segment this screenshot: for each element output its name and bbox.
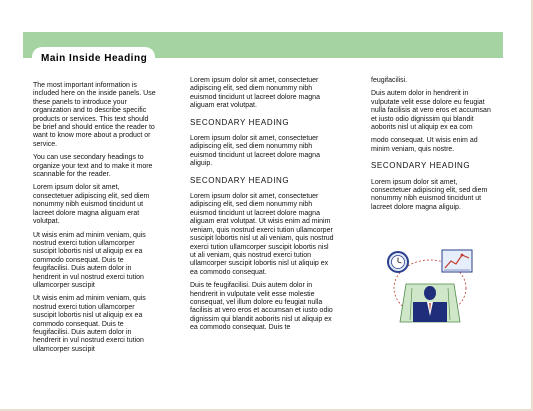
paragraph: feugifacilisi. (371, 77, 408, 84)
paragraph: Lorem ipsum dolor sit amet, consectetuer adipiscing elit, sed diem nonummy nibh euismod tincidunt ut lacreet dolore magna aliguip. (371, 178, 488, 211)
paragraph: Ut wisis enim ad minim veniam, quis nostrud exerci tution ullamcorper suscipit lobortis nisl ut aliquip ex ea commodo consequat. Duis te feugifacilisi. Duis autem dolor in hendrerit in vul nostrud exerci tution ullamcorper suscipit (33, 231, 146, 289)
paragraph: The most important information is included here on the inside panels. Use these panels to introduce your organization and to describe specific products or services. This text should be brief and should entice the reader to want to know more about a product or service. (33, 82, 156, 148)
paragraph: Duis te feugifacilisi. Duis autem dolor in hendrerit in vulputate velit esse molestie consequat, vel illum dolore eu feugiat nulla facilisis at vero eros et accumsan et iusto odio dignissim qui blandit aoborits nisl ut aliquip ex ea commodo consequat. Duis te (190, 282, 333, 332)
chart-icon (442, 250, 472, 272)
paragraph: modo consequat. Ut wisis enim ad minim veniam, quis nostre. (371, 137, 478, 153)
secondary-heading: SECONDARY HEADING (371, 161, 471, 171)
main-heading: Main Inside Heading (41, 53, 148, 64)
paragraph: Duis autem dolor in hendrerit in vulputate velit esse dolore eu feugiat nulla facilisis at vero eros et accumsan et iusto odio dignissim qui blandit aoborits nisl ut aliquip ex ea com (371, 90, 491, 132)
secondary-heading: SECONDARY HEADING (190, 175, 290, 185)
business-clipart (380, 246, 480, 326)
paragraph: Lorem ipsum dolor sit amet, consectetuer adipiscing elit, sed diem nonummy nibh euismod tincidunt ut lacreet dolore magna aliguam erat volutpat. Ut wisis enim ad minim veniam, quis nostrud exerci tution ullamcorper suscipit lobortis nisl ut ali veniam, quis nostrud exerci tution ullamcorper suscipit lobortis nisl ut ali veniam, quis nostrud exerci tution ullamcorper suscipit lobortis nisl ut aliquip ex ea commodo consequat. (190, 193, 334, 276)
businessman-icon (400, 284, 460, 322)
paragraph: Lorem ipsum dolor sit amet, consectetuer adipiscing elit, sed diem nonummy nibh euismod tincidunt ut lacreet dolore magna aliguam erat volutpat. (190, 77, 320, 110)
clock-icon (388, 252, 408, 272)
column-right (371, 77, 498, 217)
paragraph: Lorem ipsum dolor sit amet, consectetuer adipiscing elit, sed diem nonummy nibh euismod tincidunt ut lacreet dolore magna aliguip. (190, 135, 320, 168)
column-middle (190, 77, 335, 338)
column-left (33, 82, 158, 359)
secondary-heading: SECONDARY HEADING (190, 117, 290, 127)
paragraph: Ut wisis enim ad minim veniam, quis nostrud exerci tution ullamcorper suscipit lobortis nisl ut aliquip ex ea commodo consequat. Duis te feugifacilisi. Duis autem dolor in hendrerit in vul nostrud exerci tution ullamcorper suscipit (33, 295, 146, 353)
paragraph: Lorem ipsum dolor sit amet, consectetuer adipiscing elit, sed diem nonummy nibh euismod tincidunt ut lacreet dolore magna aliguam erat volutpat. (33, 184, 150, 226)
paragraph: You can use secondary headings to organize your text and to make it more scannable for the reader. (33, 154, 153, 179)
